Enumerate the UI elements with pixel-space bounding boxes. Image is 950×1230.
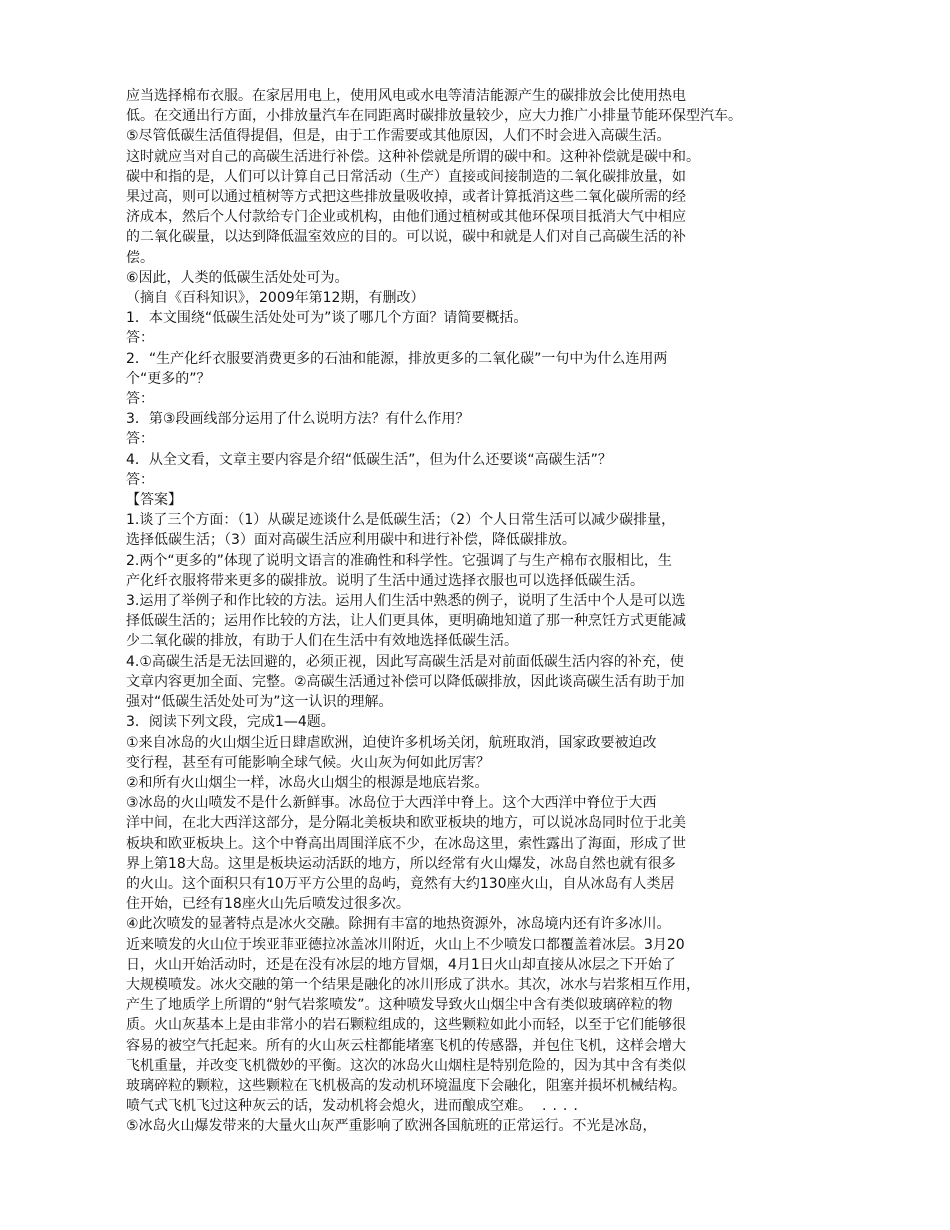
text-line: ④此次喷发的显著特点是冰火交融。除拥有丰富的地热资源外，冰岛境内还有许多冰川。 (126, 916, 671, 933)
text-line: 界上第18大岛。这里是板块运动活跃的地方，所以经常有火山爆发，冰岛自然也就有很多 (126, 855, 676, 872)
text-line: 的二氧化碳量，以达到降低温室效应的目的。可以说，碳中和就是人们对自己高碳生活的补 (126, 229, 686, 246)
text-line: 偿。 (126, 249, 154, 266)
text-line: 产化纤衣服将带来更多的碳排放。说明了生活中通过选择衣服也可以选择低碳生活。 (126, 572, 644, 589)
text-line: 答： (126, 471, 154, 488)
text-line: 答： (126, 330, 154, 347)
text-line: 产生了地质学上所谓的“射气岩浆喷发”。这种喷发导致火山烟尘中含有类似玻璃碎粒的物 (126, 997, 673, 1014)
text-line: 答： (126, 391, 154, 408)
text-line: 近来喷发的火山位于埃亚菲亚德拉冰盖冰川附近，火山上不少喷发口都覆盖着冰层。3月20 (126, 936, 685, 953)
text-line: 日，火山开始活动时，还是在没有冰层的地方冒烟，4月1日火山却直接从冰层之下开始了 (126, 956, 676, 973)
text-line: 大规模喷发。冰火交融的第一个结果是融化的冰川形成了洪水。其次，冰水与岩浆相互作用， (126, 976, 700, 993)
text-line: 1．本文围绕“低碳生活处处可为”谈了哪几个方面？请简要概括。 (126, 310, 528, 327)
text-line: 择低碳生活的；运用作比较的方法，让人们更具体，更明确地知道了那一种烹饪方式更能减 (126, 613, 686, 630)
text-line: 2.两个“更多的”体现了说明文语言的准确性和科学性。它强调了与生产棉布衣服相比，生 (126, 552, 672, 569)
text-line: 3．第③段画线部分运用了什么说明方法？有什么作用？ (126, 411, 470, 428)
text-line: 4.①高碳生活是无法回避的，必须正视，因此写高碳生活是对前面低碳生活内容的补充，使 (126, 653, 684, 670)
text-line: 4．从全文看，文章主要内容是介绍“低碳生活”，但为什么还要谈“高碳生活”？ (126, 451, 612, 468)
text-line: 变行程，甚至有可能影响全球气候。火山灰为何如此厉害？ (126, 754, 490, 771)
text-line: （摘自《百科知识》，2009年第12期，有删改） (126, 290, 425, 307)
text-line: 少二氧化碳的排放，有助于人们在生活中有效地选择低碳生活。 (126, 633, 518, 650)
text-line: ⑤尽管低碳生活值得提倡，但是，由于工作需要或其他原因，人们不时会进入高碳生活。 (126, 128, 671, 145)
text-line: 容易的被空气托起来。所有的火山灰云柱都能堵塞飞机的传感器，并包住飞机，这样会增大 (126, 1037, 686, 1054)
text-line: 这时就应当对自己的高碳生活进行补偿。这种补偿就是所谓的碳中和。这种补偿就是碳中和。 (126, 148, 700, 165)
text-line: ⑤冰岛火山爆发带来的大量火山灰严重影响了欧洲各国航班的正常运行。不光是冰岛， (126, 1118, 657, 1135)
text-line: 选择低碳生活；（3）面对高碳生活应利用碳中和进行补偿，降低碳排放。 (126, 532, 576, 549)
text-line: 强对“低碳生活处处可为”这一认识的理解。 (126, 694, 393, 711)
text-line: 飞机重量，并改变飞机微妙的平衡。这次的冰岛火山烟柱是特别危险的，因为其中含有类似 (126, 1057, 686, 1074)
text-line: 果过高，则可以通过植树等方式把这些排放量吸收掉，或者计算抵消这些二氧化碳所需的经 (126, 189, 686, 206)
text-line: ①来自冰岛的火山烟尘近日肆虐欧洲，迫使许多机场关闭，航班取消，国家政要被迫改 (126, 734, 657, 751)
text-line: ②和所有火山烟尘一样，冰岛火山烟尘的根源是地底岩浆。 (126, 774, 489, 791)
text-line: 喷气式飞机飞过这种灰云的话，发动机将会熄火，进而酿成空难。 .... (126, 1098, 584, 1115)
text-line: 玻璃碎粒的颗粒，这些颗粒在飞机极高的发动机环境温度下会融化，阻塞并损坏机械结构。 (126, 1077, 686, 1094)
text-line: 济成本，然后个人付款给专门企业或机构，由他们通过植树或其他环保项目抵消大气中相应 (126, 209, 686, 226)
text-line: 3.运用了举例子和作比较的方法。运用人们生活中熟悉的例子，说明了生活中个人是可以选 (126, 593, 686, 610)
ellipsis-dots: .... (542, 1098, 584, 1115)
text-line: 质。火山灰基本上是由非常小的岩石颗粒组成的，这些颗粒如此小而轻，以至于它们能够很 (126, 1017, 686, 1034)
text-line: 板块和欧亚板块上。这个中脊高出周围洋底不少，在冰岛这里，索性露出了海面，形成了世 (126, 835, 686, 852)
document-page (126, 86, 786, 1137)
text-line: 2．“生产化纤衣服要消费更多的石油和能源，排放更多的二氧化碳”一句中为什么连用两 (126, 350, 668, 367)
text-line: 碳中和指的是，人们可以计算自己日常活动（生产）直接或间接制造的二氧化碳排放量，如 (126, 168, 686, 185)
text-line: 应当选择棉布衣服。在家居用电上，使用风电或水电等清洁能源产生的碳排放会比使用热电 (126, 88, 686, 104)
text-line: 3．阅读下列文段，完成1—4题。 (126, 714, 335, 731)
text-line: 个“更多的”？ (126, 370, 211, 387)
text-line: 1.谈了三个方面：（1）从碳足迹谈什么是低碳生活；（2）个人日常生活可以减少碳排量， (126, 512, 676, 529)
text-line: ⑥因此，人类的低碳生活处处可为。 (126, 269, 349, 286)
text-line: 文章内容更加全面、完整。②高碳生活通过补偿可以降低碳排放，因此谈高碳生活有助于加 (126, 673, 685, 690)
text-line: 住开始，已经有18座火山先后喷发过很多次。 (126, 896, 410, 913)
text-line: 的火山。这个面积只有10万平方公里的岛屿，竟然有大约130座火山，自从冰岛有人类居 (126, 875, 675, 892)
text-line: 洋中间，在北大西洋这部分，是分隔北美板块和欧亚板块的地方，可以说冰岛同时位于北美 (126, 815, 686, 832)
text-line: 【答案】 (126, 492, 182, 509)
text-line: ③冰岛的火山喷发不是什么新鲜事。冰岛位于大西洋中脊上。这个大西洋中脊位于大西 (126, 795, 657, 812)
text-line: 答： (126, 431, 154, 448)
text-line: 低。在交通出行方面，小排放量汽车在同距离时碳排放量较少，应大力推广小排量节能环保型汽车。 (126, 108, 742, 125)
